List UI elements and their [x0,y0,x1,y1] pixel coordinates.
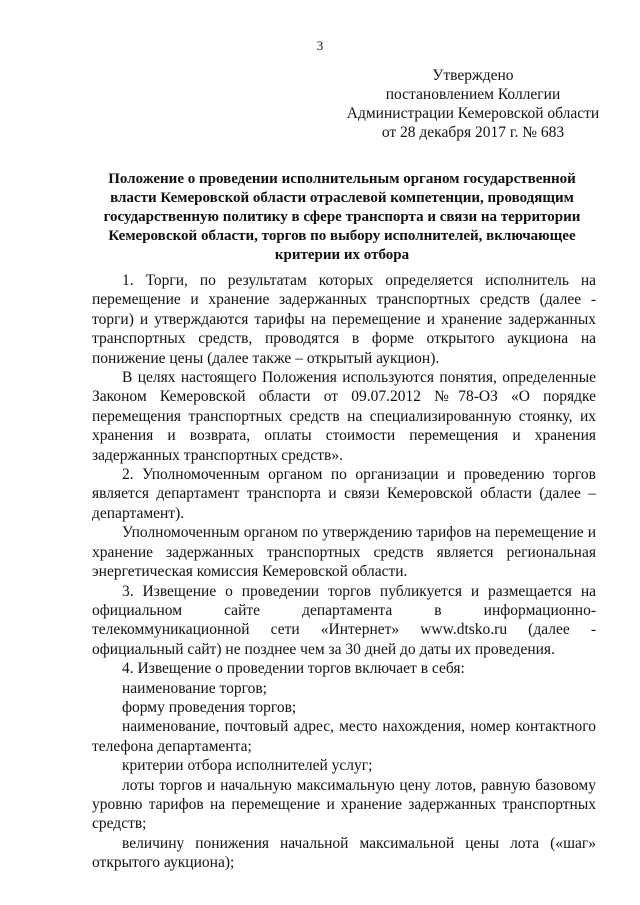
list-item: форму проведения торгов; [122,698,297,716]
approval-stamp-block [338,66,608,142]
document-title [92,170,592,265]
paragraph-clause-2: 2. Уполномоченным органом по организации и проведению торгов является департамент транспорта и связи Кемеровской области (далее – департамент). [92,466,596,522]
paragraph-definitions: В целях настоящего Положения используются понятия, определенные Законом Кемеровской области от 09.07.2012 №78-ОЗ «О порядке перемещения транспортных средств на специализированную стоянку, их хранения и возврата, оплаты стоимости перемещения и хранения задержанных транспортных средств». [92,369,596,464]
list-item: лоты торгов и начальную максимальную цену лотов, равную базовому уровню тарифов на перемещение и хранение задержанных транспортных средств; [92,776,596,833]
list-item: наименование торгов; [122,679,267,697]
approval-line: Утверждено [432,67,514,84]
document-body [92,271,596,873]
approval-line: Администрации Кемеровской области [346,105,600,122]
title-line: государственную политику в сфере транспорта и связи на территории [103,209,581,225]
title-line: критерии их отбора [274,247,410,263]
paragraph-clause-3: 3. Извещение о проведении торгов публикуется и размещается на официальном сайте департамента в информационно-телекоммуникационной сети «Интернет» www.dtsko.ru (далее - официальный сайт) не позднее чем за 30 дней до даты их проведения. [92,582,596,658]
paragraph-clause-1: 1. Торги, по результатам которых определяется исполнитель на перемещение и хранение задержанных транспортных средств (далее - торги) и утверждаются тарифы на перемещение и хранение задержанных транспортных средств, проводятся в форме открытого аукциона на понижение цены (далее также – открытый аукцион). [92,272,596,367]
title-line: Положение о проведении исполнительным органом государственной [108,171,576,187]
title-line: власти Кемеровской области отраслевой компетенции, проводящим [110,190,574,206]
paragraph-tariff-authority: Уполномоченным органом по утверждению тарифов на перемещение и хранение задержанных транспортных средств является региональная энергетическая комиссия Кемеровской области. [92,524,596,581]
list-item: величину понижения начальной максимальной цены лота («шаг» открытого аукциона); [92,834,596,872]
title-line: Кемеровской области, торгов по выбору исполнителей, включающее [108,228,576,244]
page-number: 3 [316,38,324,53]
paragraph-clause-4: 4. Извещение о проведении торгов включает в себя: [122,660,465,678]
approval-line: от 28 декабря 2017 г. № 683 [381,124,565,141]
approval-line: постановлением Коллегии [385,86,561,103]
list-item: наименование, почтовый адрес, место нахождения, номер контактного телефона департамента; [92,718,596,755]
list-item: критерии отбора исполнителей услуг; [122,757,373,775]
